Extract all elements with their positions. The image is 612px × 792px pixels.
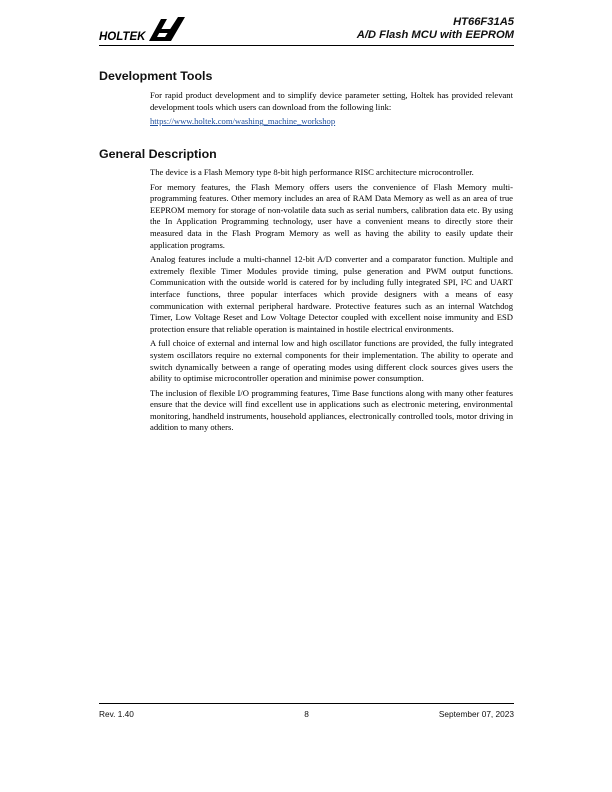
brand-text: HOLTEK xyxy=(99,31,146,43)
general-description-section xyxy=(150,167,513,437)
document-title xyxy=(357,16,514,42)
page-number: 8 xyxy=(304,709,309,719)
dev-tools-text: For rapid product development and to simplify device parameter setting, Holtek has provided relevant development tools which users can download from the following link: xyxy=(150,90,513,112)
date: September 07, 2023 xyxy=(438,709,514,719)
dev-tools-heading: Development Tools xyxy=(99,69,213,83)
general-description-heading: General Description xyxy=(99,147,217,161)
revision: Rev. 1.40 xyxy=(99,709,134,719)
eagle-icon xyxy=(149,17,185,41)
holtek-logo xyxy=(99,15,189,43)
workshop-link[interactable]: https://www.holtek.com/washing_machine_workshop xyxy=(150,116,336,127)
page-header xyxy=(99,14,514,46)
paragraph: Analog features include a multi-channel 12-bit A/D converter and a comparator function. Multiple and extremely flexible Timer Modules provide timing, pulse generation and PWM output functions. Communication with the outside world is catered for by including fully integrated SPI, I²C and UART interface functions, three popular interfaces which provide designers with a means of easy communication with external peripheral hardware. Protective features such as an internal Watchdog Timer, Low Voltage Reset and Low Voltage Detector coupled with excellent noise immunity and ESD protection ensure that reliable operation is maintained in hostile electrical environments. xyxy=(150,254,513,334)
paragraph: The inclusion of flexible I/O programming features, Time Base functions along with many other features ensure that the device will find excellent use in applications such as electronic metering, environmental monitoring, handheld instruments, household appliances, electronically controlled tools, motor driving in addition to many others. xyxy=(150,387,513,433)
paragraph: The device is a Flash Memory type 8-bit high performance RISC architecture microcontroller. xyxy=(150,167,474,177)
dev-tools-section xyxy=(150,90,513,131)
part-number: HT66F31A5 xyxy=(453,16,514,28)
product-description: A/D Flash MCU with EEPROM xyxy=(356,29,514,41)
paragraph: For memory features, the Flash Memory offers users the convenience of Flash Memory multi-programming features. Other memory includes an area of RAM Data Memory as well as an area of true EEPROM memory for storage of non-volatile data such as serial numbers, calibration data etc. By using the In Application Programming technology, user have a convenient means to directly store their measured data in the Flash Program Memory as well as having the ability to easily update their application programs. xyxy=(150,181,513,250)
paragraph: A full choice of external and internal low and high oscillator functions are provided, the fully integrated system oscillators require no external components for their implementation. The ability to operate and switch dynamically between a range of operating modes using different clock sources gives users the ability to optimise microcontroller operation and minimise power consumption. xyxy=(150,338,513,384)
page-footer xyxy=(99,703,514,719)
